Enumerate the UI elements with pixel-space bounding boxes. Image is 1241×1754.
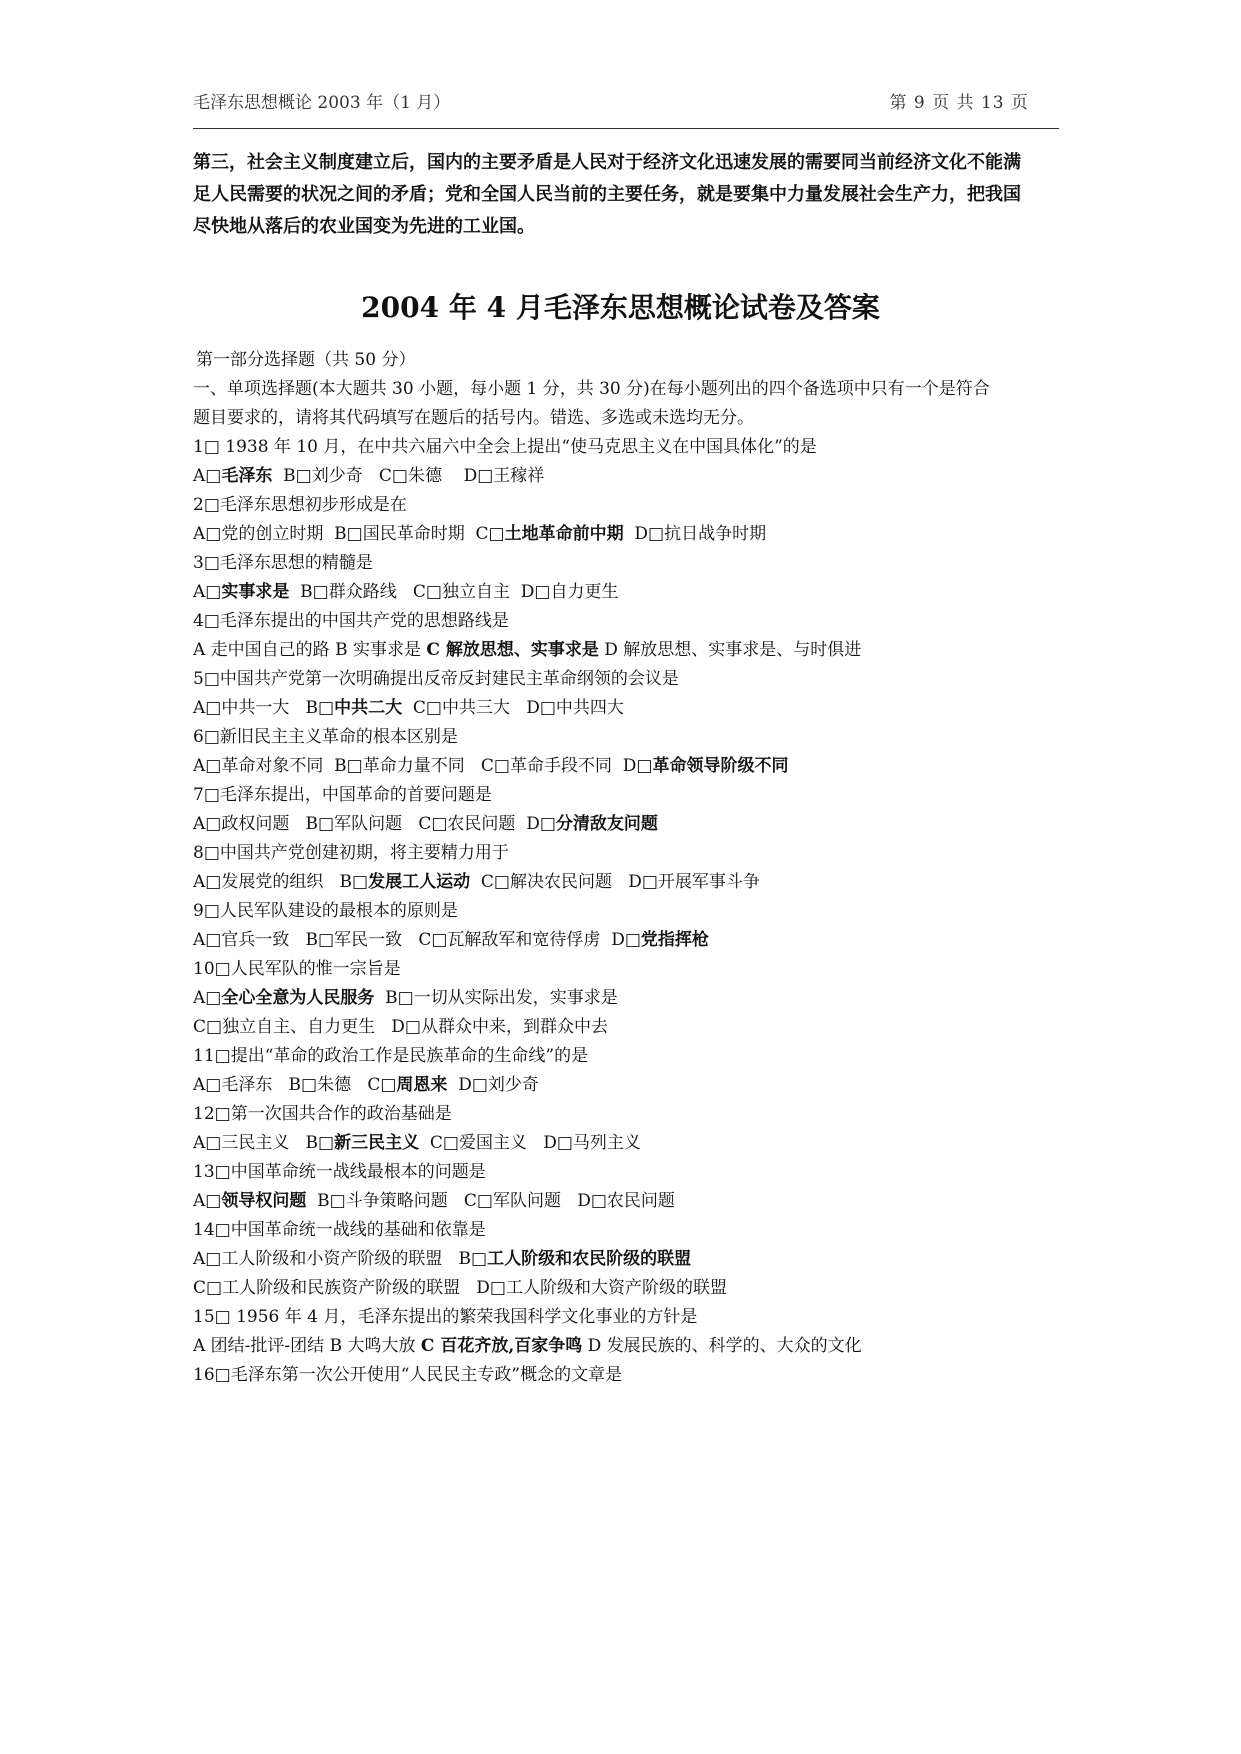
answer-options: [193, 984, 1063, 1013]
correct-answer: 党指挥枪: [640, 930, 709, 950]
option-text: C□工人阶级和民族资产阶级的联盟 D□工人阶级和大资产阶级的联盟: [193, 1278, 727, 1298]
correct-answer: 分清敌友问题: [555, 814, 658, 834]
option-text: D□抗日战争时期: [623, 524, 767, 544]
option-text: A□党的创立时期 B□国民革命时期 C□: [193, 524, 505, 544]
correct-answer: 新三民主义: [334, 1133, 420, 1153]
option-text: A 走中国自己的路 B 实事求是: [193, 640, 427, 660]
question-text: 13□中国革命统一战线最根本的问题是: [193, 1162, 486, 1182]
page-header: [193, 88, 1059, 129]
question-text: 14□中国革命统一战线的基础和依靠是: [193, 1220, 486, 1240]
correct-answer: C 解放思想、实事求是: [426, 640, 599, 660]
question-list: [193, 346, 1063, 1390]
question-text: 10□人民军队的惟一宗旨是: [193, 959, 401, 979]
correct-answer: 领导权问题: [221, 1191, 307, 1211]
part-heading: 第一部分选择题（共 50 分）: [196, 350, 416, 370]
option-text: A□毛泽东 B□朱德 C□: [193, 1075, 397, 1095]
question-text: 9□人民军队建设的最根本的原则是: [193, 901, 458, 921]
option-text: A□三民主义 B□: [193, 1133, 335, 1153]
question-text: 12□第一次国共合作的政治基础是: [193, 1104, 452, 1124]
option-text: D 发展民族的、科学的、大众的文化: [582, 1336, 862, 1356]
answer-options: [193, 752, 1063, 781]
carryover-paragraph: [193, 147, 1063, 243]
question-text: 4□毛泽东提出的中国共产党的思想路线是: [193, 611, 509, 631]
option-text: A□发展党的组织 B□: [193, 872, 369, 892]
correct-answer: 毛泽东: [221, 466, 273, 486]
option-text: B□一切从实际出发，实事求是: [374, 988, 618, 1008]
answer-options: [193, 810, 1063, 839]
option-text: C□解决农民问题 D□开展军事斗争: [470, 872, 760, 892]
instructions-line: 题目要求的，请将其代码填写在题后的括号内。错选、多选或未选均无分。: [193, 408, 754, 428]
question-text: 15□ 1956 年 4 月，毛泽东提出的繁荣我国科学文化事业的方针是: [193, 1307, 698, 1327]
question-text: 1□ 1938 年 10 月，在中共六届六中全会上提出“使马克思主义在中国具体化”的是: [193, 437, 817, 457]
correct-answer: 中共二大: [334, 698, 403, 718]
option-text: A□: [193, 988, 222, 1008]
answer-options: [193, 636, 1063, 665]
correct-answer: 全心全意为人民服务: [221, 988, 375, 1008]
correct-answer: C 百花齐放,百家争鸣: [420, 1336, 583, 1356]
question-text: 3□毛泽东思想的精髓是: [193, 553, 373, 573]
option-text: D 解放思想、实事求是、与时俱进: [598, 640, 862, 660]
question-text: 7□毛泽东提出，中国革命的首要问题是: [193, 785, 492, 805]
header-left: 毛泽东思想概论 2003 年（1 月）: [193, 93, 451, 113]
option-text: A□: [193, 466, 222, 486]
carryover-line: 第三，社会主义制度建立后，国内的主要矛盾是人民对于经济文化迅速发展的需要同当前经济文化不能满: [193, 152, 1021, 173]
carryover-line: 足人民需要的状况之间的矛盾；党和全国人民当前的主要任务，就是要集中力量发展社会生产力，把我国: [193, 184, 1021, 205]
option-text: C□中共三大 D□中共四大: [402, 698, 624, 718]
option-text: C□爱国主义 D□马列主义: [419, 1133, 641, 1153]
correct-answer: 周恩来: [396, 1075, 448, 1095]
option-text: A□政权问题 B□军队问题 C□农民问题 D□: [193, 814, 556, 834]
option-text: B□刘少奇 C□朱德 D□王稼祥: [272, 466, 545, 486]
answer-options: [193, 1274, 1063, 1303]
answer-options: [193, 578, 1063, 607]
correct-answer: 发展工人运动: [368, 872, 471, 892]
correct-answer: 土地革命前中期: [504, 524, 624, 544]
correct-answer: 革命领导阶级不同: [652, 756, 789, 776]
option-text: A□工人阶级和小资产阶级的联盟 B□: [193, 1249, 488, 1269]
option-text: A 团结-批评-团结 B 大鸣大放: [193, 1336, 421, 1356]
option-text: C□独立自主、自力更生 D□从群众中来，到群众中去: [193, 1017, 608, 1037]
answer-options: [193, 1013, 1063, 1042]
answer-options: [193, 1245, 1063, 1274]
question-text: 11□提出“革命的政治工作是民族革命的生命线”的是: [193, 1046, 589, 1066]
option-text: A□: [193, 1191, 222, 1211]
carryover-line: 尽快地从落后的农业国变为先进的工业国。: [193, 216, 535, 237]
answer-options: [193, 868, 1063, 897]
option-text: D□刘少奇: [447, 1075, 539, 1095]
option-text: A□中共一大 B□: [193, 698, 335, 718]
option-text: B□斗争策略问题 C□军队问题 D□农民问题: [306, 1191, 675, 1211]
answer-options: [193, 1332, 1063, 1361]
answer-options: [193, 1129, 1063, 1158]
correct-answer: 实事求是: [221, 582, 290, 602]
answer-options: [193, 520, 1063, 549]
option-text: A□革命对象不同 B□革命力量不同 C□革命手段不同 D□: [193, 756, 653, 776]
instructions-line: 一、单项选择题(本大题共 30 小题，每小题 1 分，共 30 分)在每小题列出的四个备选项中只有一个是符合: [193, 379, 990, 399]
question-text: 6□新旧民主主义革命的根本区别是: [193, 727, 458, 747]
option-text: A□: [193, 582, 222, 602]
correct-answer: 工人阶级和农民阶级的联盟: [487, 1249, 692, 1269]
answer-options: [193, 462, 1063, 491]
exam-title: 2004 年 4 月毛泽东思想概论试卷及答案: [361, 291, 880, 324]
question-text: 16□毛泽东第一次公开使用“人民民主专政”概念的文章是: [193, 1365, 623, 1385]
question-text: 5□中国共产党第一次明确提出反帝反封建民主革命纲领的会议是: [193, 669, 679, 689]
answer-options: [193, 1187, 1063, 1216]
answer-options: [193, 694, 1063, 723]
question-text: 2□毛泽东思想初步形成是在: [193, 495, 407, 515]
answer-options: [193, 1071, 1063, 1100]
page-number: 第 9 页 共 13 页: [889, 93, 1029, 113]
answer-options: [193, 926, 1063, 955]
question-text: 8□中国共产党创建初期，将主要精力用于: [193, 843, 509, 863]
option-text: A□官兵一致 B□军民一致 C□瓦解敌军和宽待俘虏 D□: [193, 930, 641, 950]
option-text: B□群众路线 C□独立自主 D□自力更生: [289, 582, 619, 602]
